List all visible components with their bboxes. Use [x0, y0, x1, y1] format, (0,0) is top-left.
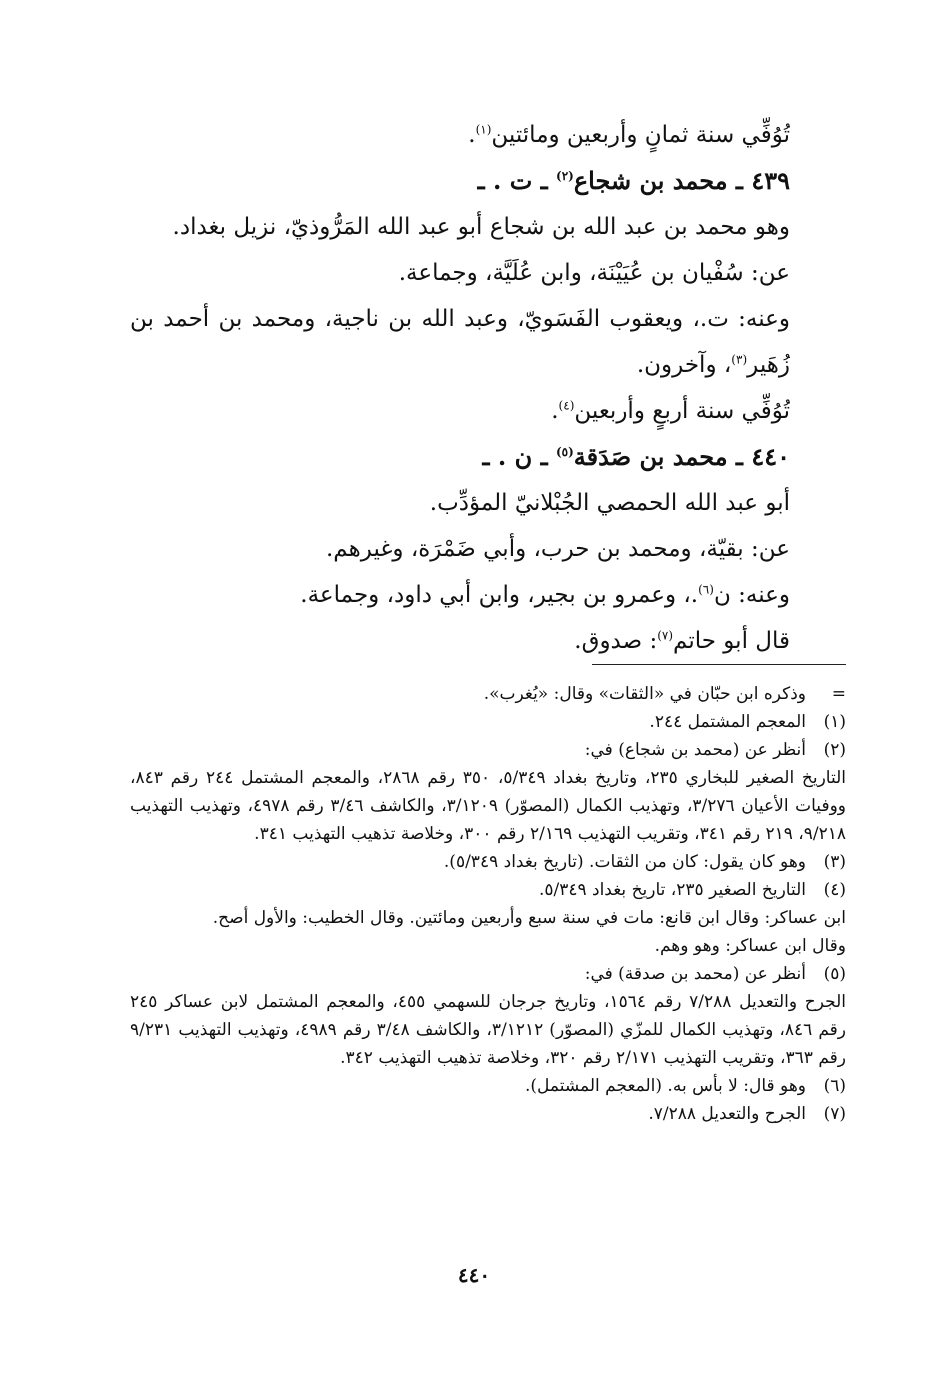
text-span: .: [551, 398, 559, 424]
footnote-2: [130, 736, 846, 848]
footnote-text: الجرح والتعديل ٧/٢٨٨ رقم ١٥٦٤، وتاريخ جرجان للسهمي ٤٥٥، والمعجم المشتمل لابن عساكر ٢٤٥ رقم ٨٤٦، وتهذيب الكمال للمزّي (المصوّر) ٣/١٢١٢، والكاشف ٣/٤٨ رقم ٤٩٨٩، وتهذيب التهذيب ٩/٢٣١ رقم ٣٦٣، وتقريب التهذيب ٢/١٧١ رقم ٣٢٠، وخلاصة تذهيب التهذيب ٣٤٢.: [130, 992, 846, 1068]
footnote-number: (٦): [823, 1076, 846, 1096]
text-span: تُوُفِّي سنة ثمانٍ وأربعين ومائتين: [491, 122, 790, 148]
footnote-number: (٣): [823, 852, 846, 872]
main-text: [130, 112, 790, 664]
footnote-number: (٤): [823, 880, 846, 900]
text-span: وعنه: ن: [713, 582, 790, 608]
footnote-6: [130, 1072, 846, 1100]
entry-439-teachers: عن: سُفْيان بن عُيَيْنَة، وابن عُلَيَّة، وجماعة.: [398, 260, 790, 286]
footnote-ref: (١): [475, 122, 492, 137]
entry-439-heading: [130, 158, 790, 204]
footnote-continuation: [130, 680, 846, 708]
text-span: ، وآخرون.: [636, 352, 732, 378]
footnote-ref: (٤): [558, 398, 575, 413]
entry-title: ٤٣٩ ـ محمد بن شجاع: [573, 166, 790, 195]
entry-439-name-line: وهو محمد بن عبد الله بن شجاع أبو عبد الله المَرُّوذيّ، نزيل بغداد.: [172, 214, 790, 240]
entry-title: ٤٤٠ ـ محمد بن صَدَقة: [573, 442, 790, 471]
text-span: تُوُفِّي سنة أربعٍ وأربعين: [574, 398, 790, 424]
footnote-7: [130, 1100, 846, 1128]
footnote-ref: (٥): [555, 445, 574, 459]
footnote-text: التاريخ الصغير للبخاري ٢٣٥، وتاريخ بغداد ٥/٣٤٩، ٣٥٠ رقم ٢٨٦٨، والمعجم المشتمل ٢٤٤ رقم ٨٤٣، ووفيات الأعيان ٣/٢٧٦، وتهذيب الكمال (المصوّر) ٣/١٢٠٩، والكاشف ٣/٤٦ رقم ٤٩٧٨، وتهذيب التهذيب ٩/٢١٨، ٢١٩ رقم ٣٤١، وتقريب التهذيب ٢/١٦٩ رقم ٣٠٠، وخلاصة تذهيب التهذيب ٣٤١.: [130, 768, 846, 844]
footnote-text: المعجم المشتمل ٢٤٤.: [649, 712, 806, 732]
entry-439-students: [130, 296, 790, 388]
text-span: قال أبو حاتم: [673, 628, 790, 654]
footnote-4: [130, 876, 846, 960]
footnote-text: وهو كان يقول: كان من الثقات. (تاريخ بغداد ٥/٣٤٩).: [443, 852, 806, 872]
entry-439-death: [130, 388, 790, 434]
footnote-number: (٧): [823, 1104, 846, 1124]
entry-symbol: ـ ت . ـ: [477, 166, 557, 195]
text-span: : صدوق.: [574, 628, 658, 654]
death-line-438: [130, 112, 790, 158]
footnote-separator: [592, 664, 846, 665]
entry-440-teachers: عن: بقيّة، ومحمد بن حرب، وأبي ضَمْرَة، وغيرهم.: [326, 536, 790, 562]
footnote-number: (٢): [823, 740, 846, 760]
footnote-ref: (٢): [556, 169, 574, 183]
footnote-text: أنظر عن (محمد بن صدقة) في:: [584, 964, 806, 984]
footnote-text: الجرح والتعديل ٧/٢٨٨.: [648, 1104, 806, 1124]
entry-440-students: [130, 572, 790, 618]
entry-440-grading: [130, 618, 790, 664]
footnote-ref: (٦): [698, 582, 714, 597]
text-span: .: [468, 122, 476, 148]
footnote-text: أنظر عن (محمد بن شجاع) في:: [584, 740, 806, 760]
footnote-ref: (٣): [731, 352, 748, 367]
text-span: .، وعمرو بن بجير، وابن أبي داود، وجماعة.: [300, 582, 699, 608]
footnote-text: ابن عساكر: وقال ابن قانع: مات في سنة سبع وأربعين ومائتين. وقال الخطيب: والأول أصح.: [212, 908, 846, 928]
entry-440-heading: [130, 434, 790, 480]
footnote-text: وذكره ابن حبّان في «الثقات» وقال: «يُغرب».: [483, 684, 806, 704]
page-number: ٤٤٠: [457, 1263, 491, 1287]
text-span: وعنه: ت.، ويعقوب الفَسَويّ، وعبد الله بن ناجية، ومحمد بن أحمد بن زُهَير: [130, 306, 790, 378]
footnote-ref: (٧): [657, 628, 674, 643]
entry-440-name-line: أبو عبد الله الحمصي الجُبْلانيّ المؤدِّب.: [429, 490, 790, 516]
footnote-text: وقال ابن عساكر: وهو وهم.: [654, 936, 846, 956]
footnote-1: [130, 708, 846, 736]
footnotes: [130, 680, 846, 1128]
footnote-number: (٥): [823, 964, 846, 984]
footnote-3: [130, 848, 846, 876]
entry-symbol: ـ ن . ـ: [482, 442, 556, 471]
footnote-marker: =: [831, 684, 846, 704]
footnote-number: (١): [823, 712, 846, 732]
footnote-5: [130, 960, 846, 1072]
footnote-text: وهو قال: لا بأس به. (المعجم المشتمل).: [525, 1076, 806, 1096]
footnote-text: التاريخ الصغير ٢٣٥، تاريخ بغداد ٥/٣٤٩.: [538, 880, 806, 900]
